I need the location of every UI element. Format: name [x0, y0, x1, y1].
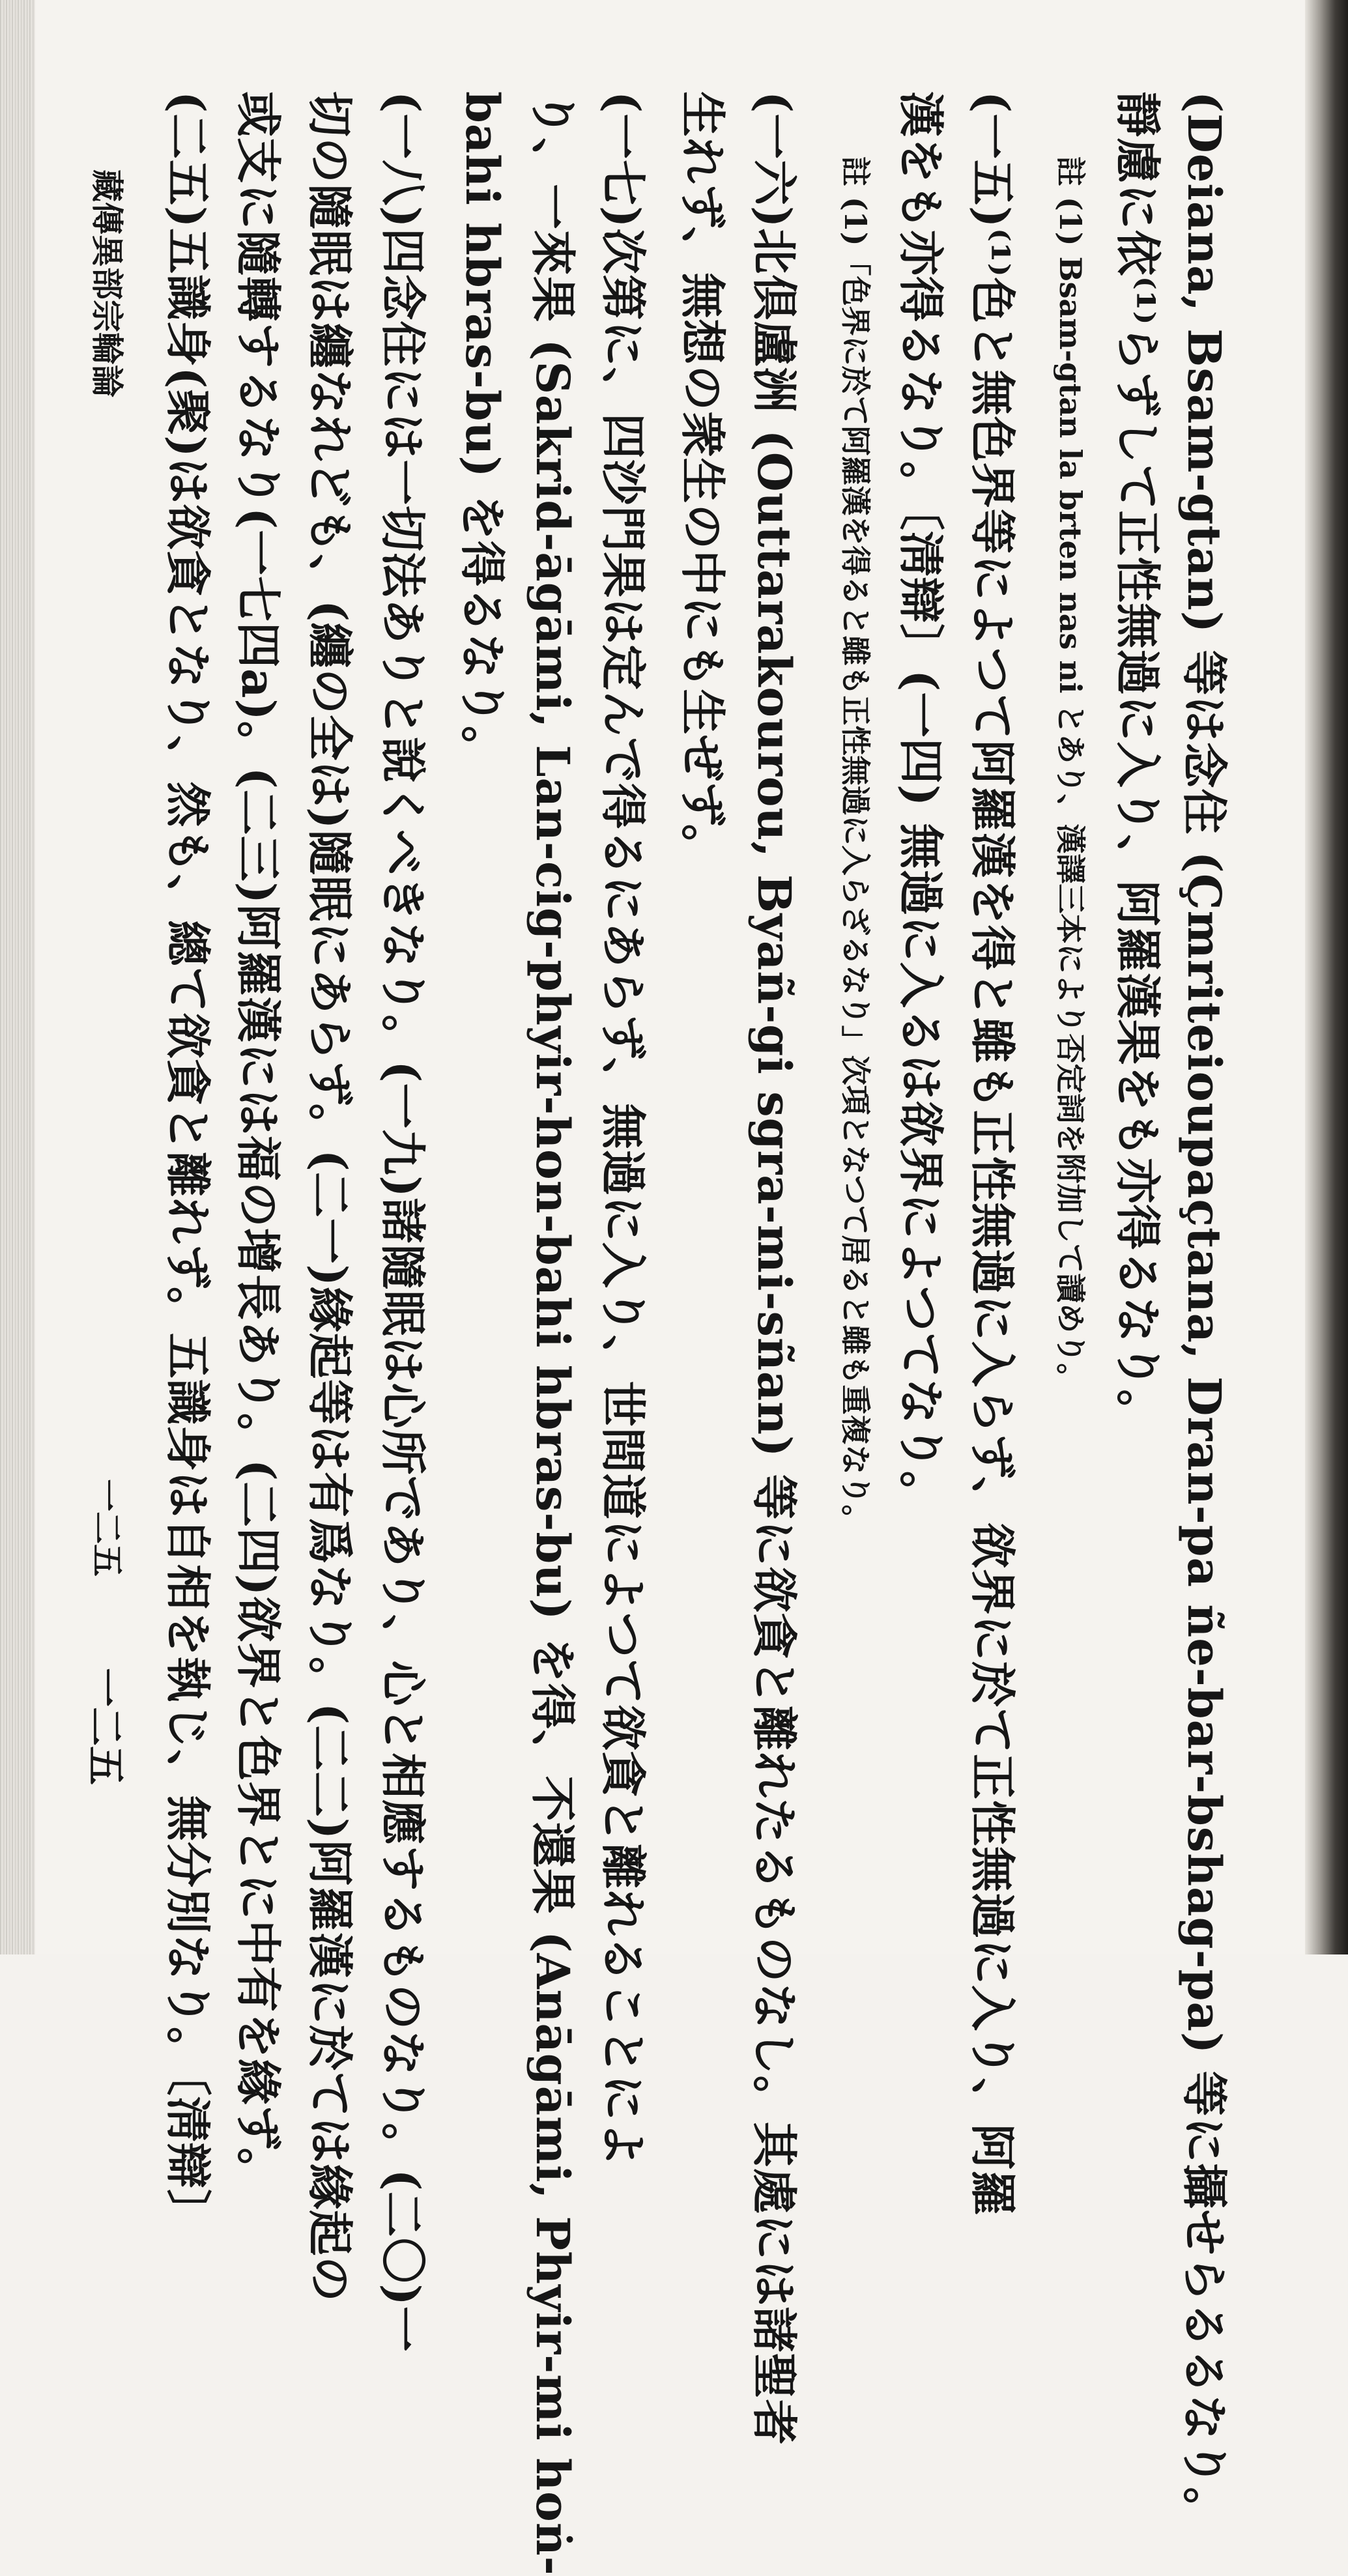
page-edge-left	[0, 0, 35, 1954]
running-title: 藏傳異部宗輪論	[88, 169, 126, 397]
text-line: 切の隨眠は纏なれども、(纏の全は)隨眠にあらず。(二一)緣起等は有爲なり。(二二)阿羅漢に於ては緣起の	[303, 91, 357, 2303]
text-line: (一六)北倶盧洲 (Outtarakourou, Byañ-gi sgra-mi-sñan) 等に欲貪と離れたるものなし。其處には諸聖者	[747, 91, 801, 2446]
text-line: 靜慮に依⁽¹⁾らずして正性無過に入り、阿羅漢果をも亦得るなり。	[1111, 91, 1165, 1436]
footnote-line: 註 (1)「色界に於て阿羅漢を得ると雖も正性無過に入らざるなり」次項となつて居ると雖も重複なり。	[838, 156, 873, 1535]
text-line: (一五)⁽¹⁾色と無色界等によつて阿羅漢を得と雖も正性無過に入らず、欲界に於て正性無過に入り、阿羅	[966, 91, 1020, 2216]
text-line: 漢をも亦得るなり。〔淸辯〕(一四) 無過に入るは欲界によつてなり。	[894, 91, 948, 1517]
text-line: (Deiana, Bsam-gtan) 等は念住 (Çmriteioupaçtana, Dran-pa ñe-bar-bshag-pa) 等に攝せらるるなり。	[1177, 91, 1231, 2534]
text-line: (一七)次第に、四沙門果は定んで得るにあらず、無過に入り、世間道によつて欲貪と離れることによ	[596, 91, 650, 2168]
text-line: 或支に隨轉するなり(一七四a)。(二三)阿羅漢には福の增長あり。(二四)欲界と色界とに中有を緣ず。	[231, 91, 285, 2194]
footnote-line: 註 (1) Bsam-gtan la brten nas ni とあり、漢譯三本により否定詞を附加して讀めり。	[1053, 156, 1088, 1394]
text-line: bahi hbras-bu) を得るなり。	[455, 91, 509, 773]
text-line: (一八)四念住には一切法ありと說くべきなり。(一九)諸隨眠は心所であり、心と相應するものなり。(二〇)一	[376, 91, 430, 2353]
text-block	[81, 78, 1267, 2576]
page-number-large: 一二五	[82, 1668, 128, 1785]
page-number-small: 一二五	[88, 1479, 126, 1577]
text-line: 生れず、無想の衆生の中にも生ぜず。	[676, 91, 730, 870]
text-line: り、一來果 (Sakrid-āgāmi, Lan-cig-phyir-hon-bahi hbras-bu) を得、不還果 (Anāgāmi, Phyir-mi hoṅ-	[526, 91, 580, 2576]
page-edge-right	[1305, 0, 1348, 1954]
text-line: (二五)五識身(聚)は欲貪となり、然も、總て欲貪と離れず。五識身は自相を執じ、無分別なり。〔淸辯〕	[161, 91, 215, 2235]
